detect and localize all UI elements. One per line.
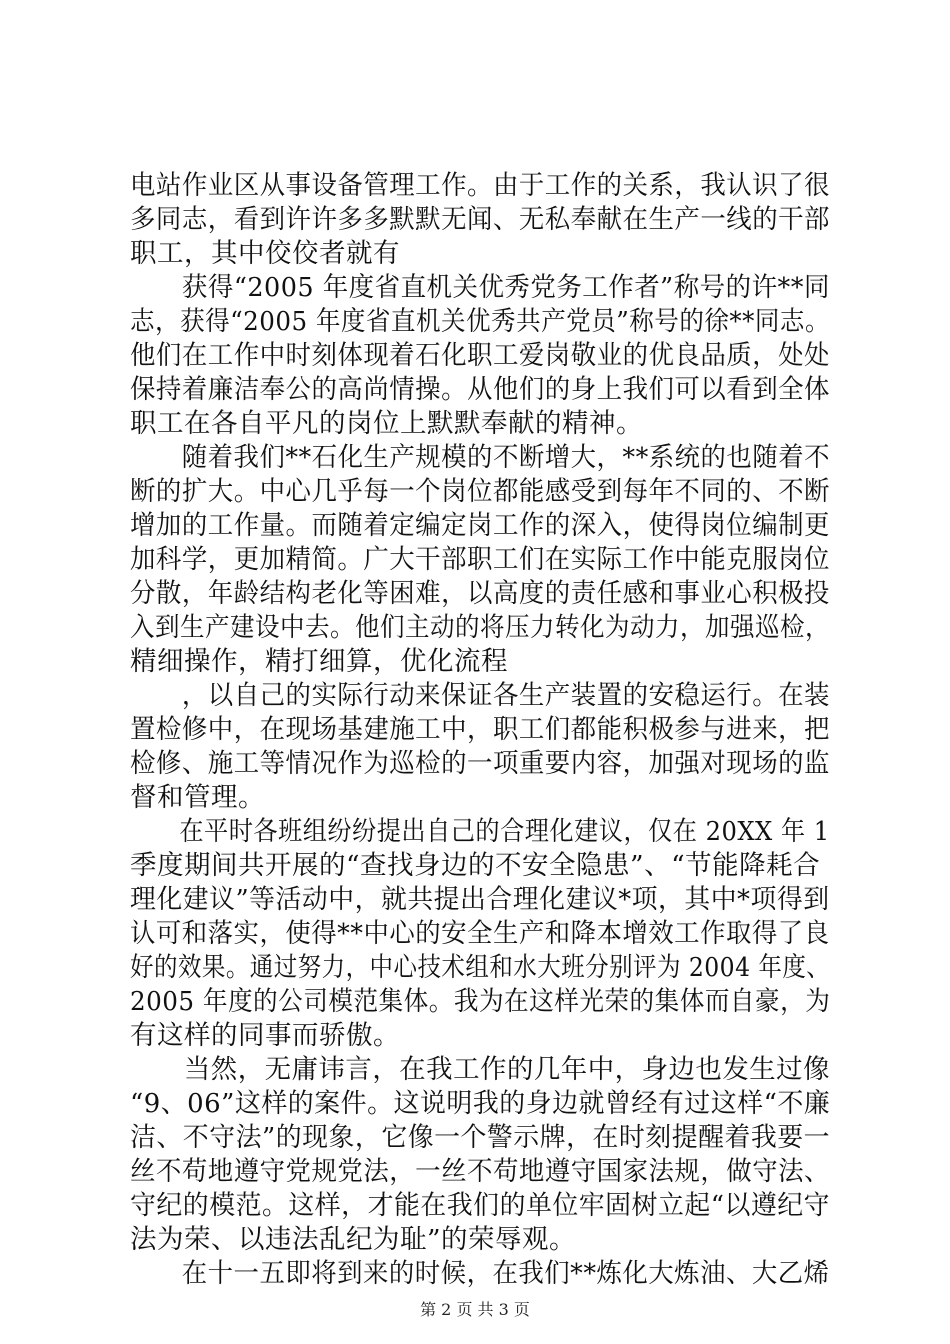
text-line: 洁、不守法”的现象，它像一个警示牌，在时刻提醒着我要一 [130,1122,831,1153]
text-line: 有这样的同事而骄傲。 [130,1020,400,1051]
text-line: 分散，年龄结构老化等困难，以高度的责任感和事业心积极投 [130,578,830,609]
text-line: 他们在工作中时刻体现着石化职工爱岗敬业的优良品质，处处 [130,340,830,371]
text-line: 季度期间共开展的“查找身边的不安全隐患”、“节能降耗合 [130,850,821,881]
text-line: 在平时各班组纷纷提出自己的合理化建议，仅在 20XX 年 1 [130,816,830,847]
text-line: 法为荣、以违法乱纪为耻”的荣辱观。 [130,1224,577,1255]
text-line: 入到生产建设中去。他们主动的将压力转化为动力，加强巡检， [130,612,830,643]
text-line: 认可和落实，使得**中心的安全生产和降本增效工作取得了良 [130,918,830,949]
text-line: 电站作业区从事设备管理工作。由于工作的关系，我认识了很 [130,170,830,201]
text-line: 好的效果。通过努力，中心技术组和水大班分别评为 2004 年度、 [130,952,831,983]
text-line: 督和管理。 [130,782,265,813]
text-line: 加科学，更加精简。广大干部职工们在实际工作中能克服岗位 [130,544,830,575]
text-line: 保持着廉洁奉公的高尚情操。从他们的身上我们可以看到全体 [130,374,830,405]
text-line: 检修、施工等情况作为巡检的一项重要内容，加强对现场的监 [130,748,830,779]
text-line: 增加的工作量。而随着定编定岗工作的深入，使得岗位编制更 [130,510,830,541]
text-line: 置检修中，在现场基建施工中，职工们都能积极参与进来，把 [130,714,830,745]
text-line: 随着我们**石化生产规模的不断增大，**系统的也随着不 [130,442,830,473]
text-line: 2005 年度的公司模范集体。我为在这样光荣的集体而自豪，为 [130,986,831,1017]
text-line: 断的扩大。中心几乎每一个岗位都能感受到每年不同的、不断 [130,476,830,507]
text-line: 当然，无庸讳言，在我工作的几年中，身边也发生过像 [130,1054,831,1085]
text-line: 职工在各自平凡的岗位上默默奉献的精神。 [130,408,643,439]
page-number-footer: 第 2 页 共 3 页 [420,1300,530,1319]
text-line: 多同志，看到许许多多默默无闻、无私奉献在生产一线的干部 [130,204,830,235]
text-line: 守纪的模范。这样，才能在我们的单位牢固树立起“以遵纪守 [130,1190,831,1221]
text-line: ，以自己的实际行动来保证各生产装置的安稳运行。在装 [130,680,830,711]
text-line: 职工，其中佼佼者就有 [130,238,400,269]
text-line: 理化建议”等活动中，就共提出合理化建议*项，其中*项得到 [130,884,830,915]
text-line: “9、06”这样的案件。这说明我的身边就曾经有过这样“不廉 [130,1088,831,1119]
text-line: 志，获得“2005 年度省直机关优秀共产党员”称号的徐**同志。 [130,306,831,337]
text-line: 丝不苟地遵守党规党法，一丝不苟地遵守国家法规，做守法、 [130,1156,830,1187]
text-line: 在十一五即将到来的时候，在我们**炼化大炼油、大乙烯 [130,1258,830,1289]
text-line: 获得“2005 年度省直机关优秀党务工作者”称号的许**同 [130,272,830,303]
text-line: 精细操作，精打细算，优化流程 [130,646,508,677]
